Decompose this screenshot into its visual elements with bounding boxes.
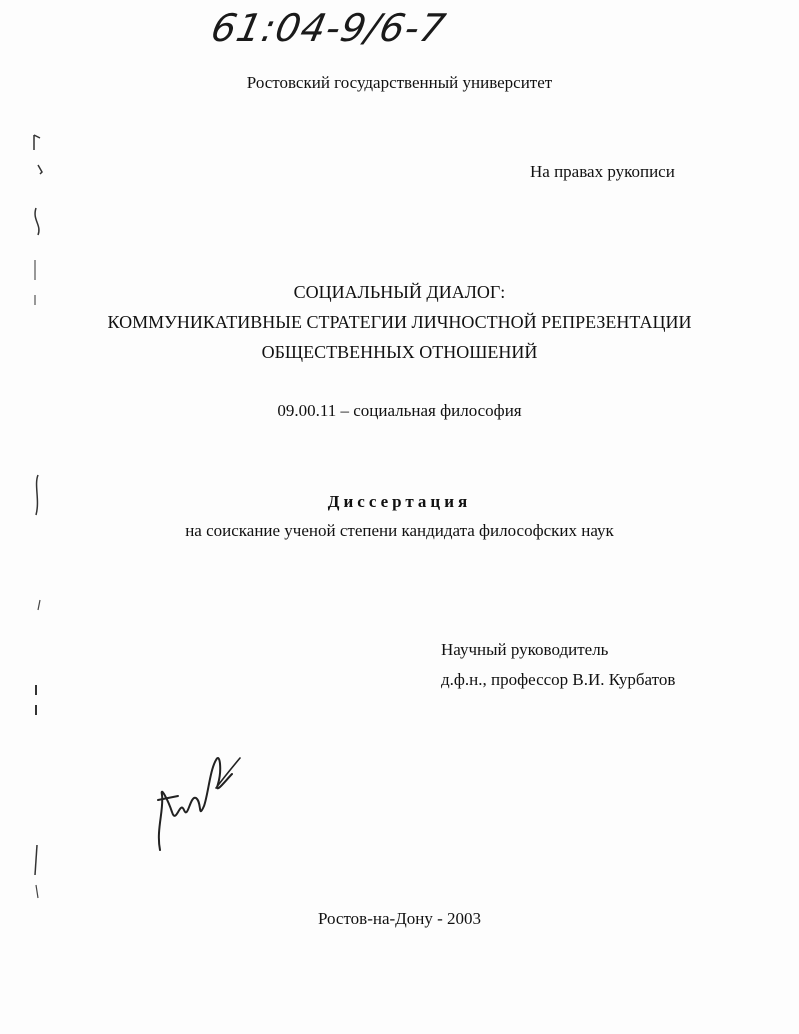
place-and-year: Ростов-на-Дону - 2003 <box>317 909 482 928</box>
scan-margin-marks <box>28 130 48 910</box>
specialty-code: 09.00.11 – социальная философия <box>277 401 522 420</box>
document-type: Диссертация <box>327 492 472 511</box>
title-line-2: КОММУНИКАТИВНЫЕ СТРАТЕГИИ ЛИЧНОСТНОЙ РЕПРЕЗЕНТАЦИИ <box>107 312 692 332</box>
supervisor-name: д.ф.н., профессор В.И. Курбатов <box>441 670 676 689</box>
title-line-1: СОЦИАЛЬНЫЙ ДИАЛОГ: <box>293 282 506 302</box>
rights-notice: На правах рукописи <box>530 162 675 181</box>
supervisor-label: Научный руководитель <box>441 640 609 659</box>
title-line-3: ОБЩЕСТВЕННЫХ ОТНОШЕНИЙ <box>261 342 538 362</box>
degree-description: на соискание ученой степени кандидата философских наук <box>185 521 614 540</box>
handwritten-archive-code: 61:04-9/6-7 <box>207 6 450 50</box>
university-name: Ростовский государственный университет <box>246 73 553 92</box>
signature-image <box>150 740 250 860</box>
